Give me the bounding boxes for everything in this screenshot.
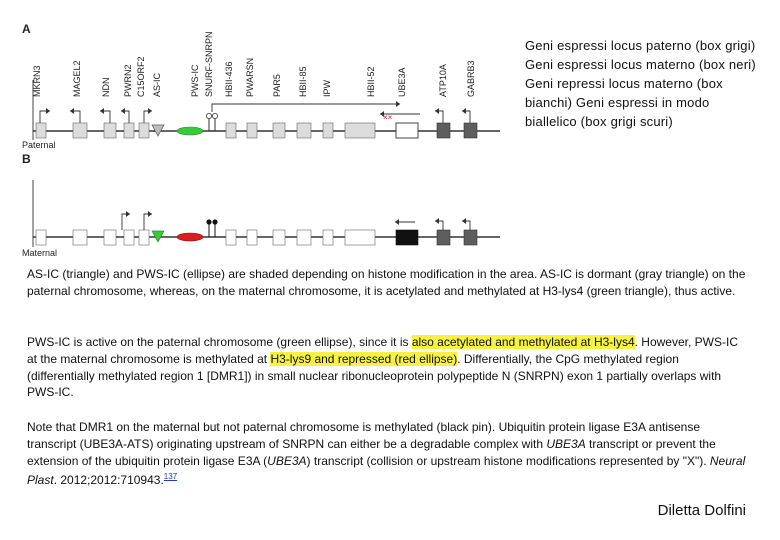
maternal-arrow-gabrb3-head xyxy=(462,218,466,224)
arrow-atp10a-head xyxy=(435,108,439,114)
gene-label-hbii-436: HBII-436 xyxy=(224,61,234,97)
gene-label-c15orf2: C15ORF2 xyxy=(136,56,146,97)
maternal-arrow-atp10a-head xyxy=(435,218,439,224)
maternal-box-pwrn2 xyxy=(124,230,134,245)
gene-label-hbii-85: HBII-85 xyxy=(298,66,308,97)
p2-highlight-h3-lys4: also acetylated and methylated at H3-lys4 xyxy=(411,335,635,349)
arrow-mkrn3-head xyxy=(46,108,50,114)
maternal-box-hbii-436 xyxy=(226,230,236,245)
arrow-gabrb3-head xyxy=(462,108,466,114)
gene-label-hbii-52: HBII-52 xyxy=(366,66,376,97)
maternal-box-mkrn3 xyxy=(36,230,46,245)
maternal-label: Maternal xyxy=(22,248,58,258)
gene-box-par5 xyxy=(273,123,285,138)
p3-italic-ube3a-2: UBE3A xyxy=(267,453,307,468)
panel-a-letter: A xyxy=(22,22,31,36)
gene-box-pwrn2 xyxy=(124,123,134,138)
gene-label-ipw: IPW xyxy=(322,80,332,97)
panel-b-letter: B xyxy=(22,152,31,166)
maternal-arrow-pwrn2-head xyxy=(126,211,130,217)
gene-labels xyxy=(32,31,476,97)
dmr1-black-pin-2 xyxy=(212,219,217,224)
author-name: Diletta Dolfini xyxy=(657,502,746,519)
gene-box-magel2 xyxy=(73,123,87,138)
arrow-magel2-head xyxy=(70,108,74,114)
arrow-ndn-head xyxy=(100,108,104,114)
dmr1-open-pin-2 xyxy=(212,113,217,118)
gene-box-ube3a-repressed xyxy=(396,123,418,138)
gene-label-ube3a: UBE3A xyxy=(397,67,407,97)
gene-box-hbii-436 xyxy=(226,123,236,138)
paragraph-dmr1-note xyxy=(27,419,749,489)
gene-label-pwarsn: PWARSN xyxy=(245,57,255,97)
maternal-chromosome xyxy=(22,180,500,258)
p3-text-d: . 2012;2012:710943. xyxy=(53,473,164,488)
maternal-box-magel2 xyxy=(73,230,87,245)
gene-label-par5: PAR5 xyxy=(272,74,282,97)
arrow-magel2 xyxy=(70,111,80,123)
maternal-box-atp10a xyxy=(437,230,450,245)
gene-label-mkrn3: MKRN3 xyxy=(32,65,42,97)
maternal-box-par5 xyxy=(273,230,285,245)
maternal-box-hbii-85 xyxy=(297,230,311,245)
arrow-c15orf2-head xyxy=(148,108,152,114)
maternal-box-c15orf2 xyxy=(139,230,149,245)
gene-label-magel2: MAGEL2 xyxy=(72,60,82,97)
gene-label-snurf-snrpn: SNURF-SNRPN xyxy=(204,31,214,97)
p2-text-b: . However, PWS-IC at the maternal chromosome is methylated at xyxy=(27,335,738,366)
p3-text-a: Note that DMR1 on the maternal but not paternal chromosome is methylated (black pin). Ubiquitin protein ligase E3A antisense transcript (UBE3A-ATS) originating upstream of SNRPN can either be a degradable complex with xyxy=(27,420,701,451)
gene-box-ipw xyxy=(323,123,333,138)
gene-box-hbii-85 xyxy=(297,123,311,138)
dmr1-open-pin-1 xyxy=(206,113,211,118)
paragraph-histone-modification: AS-IC (triangle) and PWS-IC (ellipse) are shaded depending on histone modification in the area. AS-IC is dormant (gray triangle) on the paternal chromosome, whereas, on the maternal chromosome, it is acetylated and methylated at H3-lys4 (green triangle), thus active. xyxy=(27,267,746,298)
maternal-box-ube3a-expressed xyxy=(396,230,418,245)
maternal-arrow-c15orf2-head xyxy=(148,211,152,217)
p2-text-c: . Differentially, the CpG methylated region (differentially methylated region 1 [DMR1]) in small nuclear ribonucleoprotein polypeptide N (SNRPN) exon 1 partially overlaps with PWS-IC. xyxy=(27,351,722,400)
paternal-label: Paternal xyxy=(22,140,56,150)
paragraph-pws-ic xyxy=(27,334,749,401)
arrow-mkrn3 xyxy=(40,111,50,123)
gene-label-gabrb3: GABRB3 xyxy=(466,60,476,97)
maternal-box-ipw xyxy=(323,230,333,245)
gene-label-atp10a: ATP10A xyxy=(438,64,448,97)
gene-box-atp10a xyxy=(437,123,450,138)
p3-text-b: transcript or prevent the extension of the ubiquitin protein ligase E3A ( xyxy=(27,436,716,468)
maternal-box-pwarsn xyxy=(247,230,257,245)
gene-label-pwrn2: PWRN2 xyxy=(123,64,133,97)
pws-ic-ellipse-red xyxy=(177,233,203,241)
imprinting-locus-figure xyxy=(0,0,520,265)
arrow-ndn xyxy=(100,111,110,123)
collision-x-mark: ×× xyxy=(383,113,393,122)
arrow-snrpn-long-transcript xyxy=(212,104,400,112)
reference-link-137[interactable]: 137 xyxy=(163,472,178,482)
p3-text-c: ) transcript (collision or upstream histone modifications represented by "X"). xyxy=(306,453,710,468)
gene-box-mkrn3 xyxy=(36,123,46,138)
arrow-pwrn2-head xyxy=(121,108,125,114)
gene-box-hbii-52 xyxy=(345,123,375,138)
maternal-arrow-ube3a-head xyxy=(395,219,399,225)
gene-box-ndn xyxy=(104,123,116,138)
figure-legend-text: Geni espressi locus paterno (box grigi) Geni espressi locus materno (box neri) Geni repressi locus materno (box bianchi) Geni espressi in modo biallelico (box grigi scuri) xyxy=(525,38,756,129)
p3-italic-ube3a-1: UBE3A xyxy=(546,436,586,451)
gene-box-c15orf2 xyxy=(139,123,149,138)
gene-box-pwarsn xyxy=(247,123,257,138)
p3-journal-name: Neural Plast xyxy=(27,453,746,488)
dmr1-black-pin-1 xyxy=(206,219,211,224)
p2-highlight-h3-lys9: H3-lys9 and repressed (red ellipse) xyxy=(270,351,458,366)
maternal-box-gabrb3 xyxy=(464,230,477,245)
pws-ic-ellipse-green xyxy=(177,127,203,135)
gene-label-ndn: NDN xyxy=(101,77,111,97)
gene-box-gabrb3 xyxy=(464,123,477,138)
maternal-box-ndn xyxy=(104,230,116,245)
p2-text-a: PWS-IC is active on the paternal chromosome (green ellipse), since it is xyxy=(27,335,412,349)
maternal-box-hbii-52 xyxy=(345,230,375,245)
gene-label-pws-ic: PWS-IC xyxy=(190,64,200,97)
arrow-snrpn-long-head xyxy=(396,101,400,107)
gene-label-as-ic: AS-IC xyxy=(152,72,162,97)
